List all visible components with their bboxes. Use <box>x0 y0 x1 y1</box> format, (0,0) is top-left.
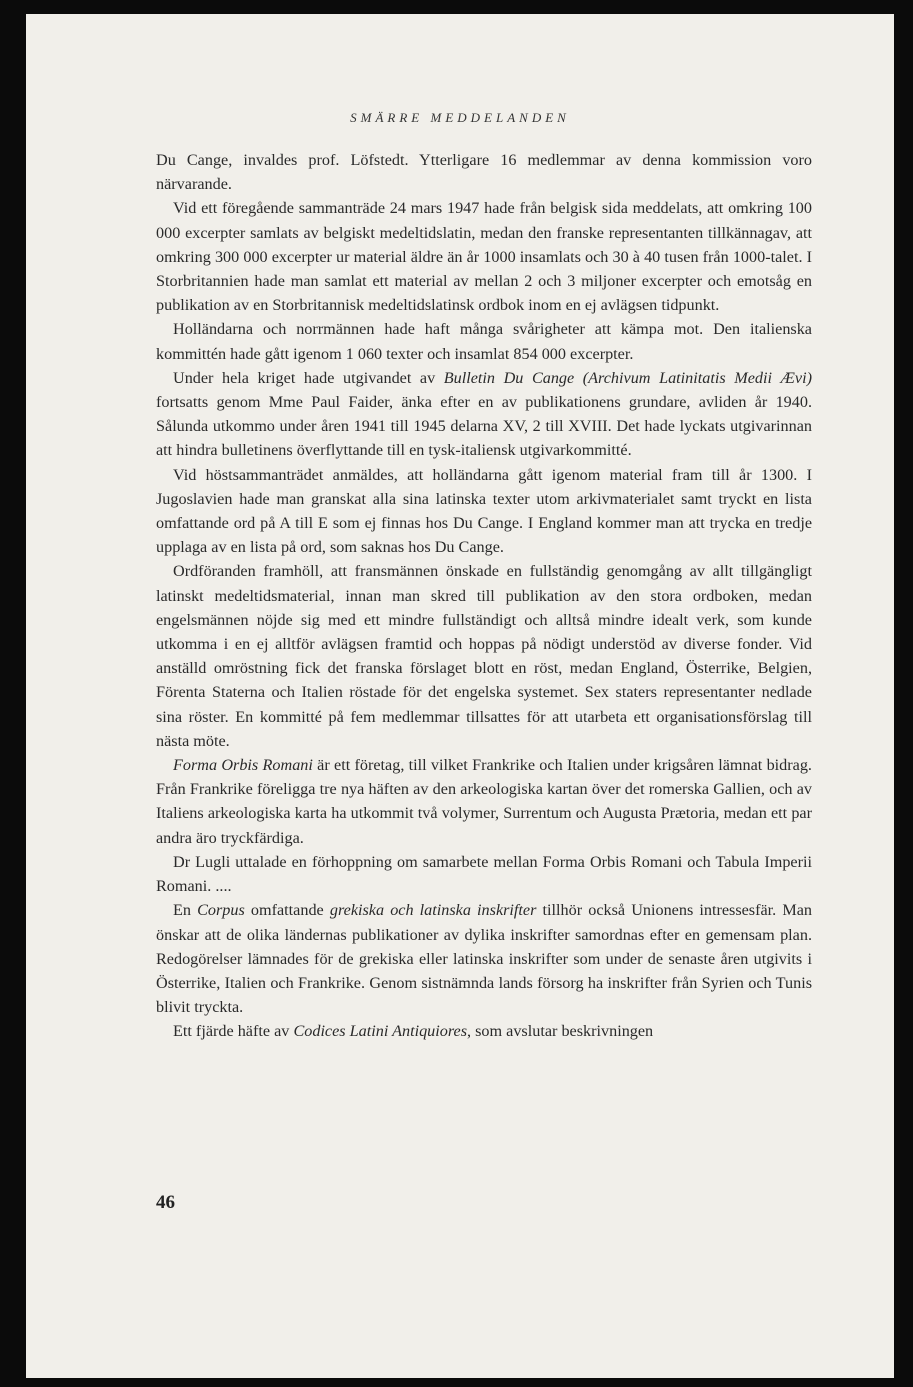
paragraph: Vid ett föregående sammanträde 24 mars 1947 hade från belgisk sida meddelats, att omkring 100 000 excerpter samlats av belgiskt medeltidslatin, medan den franske representanten tillkännagav, att omkring 300 000 excerpter ur material äldre än år 1000 insamlats och 30 à 40 tusen från 1000-talet. I Storbritannien hade man samlat ett material av mellan 2 och 3 miljoner excerpter och emotsåg en publikation av en Storbritannisk medeltidslatinsk ordbok inom en ej avlägsen tidpunkt. <box>156 199 812 315</box>
page-number: 46 <box>156 1192 175 1213</box>
paragraph: Under hela kriget hade utgivandet av Bulletin Du Cange (Archivum Latinitatis Medii Ævi) fortsatts genom Mme Paul Faider, änka efter en av publikationens grundare, avliden år 1940. Sålunda utkommo under åren 1941 till 1945 delarna XV, 2 till XVIII. Det hade lyckats utgivarinnan att hindra bulletinens överflyttande till en tysk-italiensk utgivarkommitté. <box>156 368 812 460</box>
paragraph: Holländarna och norrmännen hade haft många svårigheter att kämpa mot. Den italienska kommittén hade gått igenom 1 060 texter och insamlat 854 000 excerpter. <box>156 320 812 363</box>
paragraph: Forma Orbis Romani är ett företag, till vilket Frankrike och Italien under krigsåren lämnat bidrag. Från Frankrike föreligga tre nya häften av den arkeologiska kartan över det romerska Gallien, och av Italiens arkeologiska karta ha utkommit två volymer, Surrentum och Augusta Prætoria, medan ett par andra äro tryckfärdiga. <box>156 756 812 847</box>
running-header: SMÄRRE MEDDELANDEN <box>350 110 570 125</box>
document-page <box>26 14 894 1378</box>
paragraph: Du Cange, invaldes prof. Löfstedt. Ytterligare 16 medlemmar av denna kommission voro närvarande. <box>156 151 812 194</box>
body-text <box>156 148 812 1044</box>
paragraph: Ordföranden framhöll, att fransmännen önskade en fullständig genomgång av allt tillgängligt latinskt medeltidsmaterial, innan man skred till publikation av den stora ordboken, medan engelsmännen nöjde sig med ett mindre fullständigt och alltså mindre idealt verk, som kunde utkomma i en ej alltför avlägsen framtid och hoppas på nödigt understöd av diverse fonder. Vid anställd omröstning fick det franska förslaget blott en röst, medan England, Österrike, Belgien, Förenta Staterna och Italien röstade för det engelska systemet. Sex staters representanter nedlade sina röster. En kommitté på fem medlemmar tillsattes för att utarbeta ett organisationsförslag till nästa möte. <box>156 562 812 750</box>
paragraph: Dr Lugli uttalade en förhoppning om samarbete mellan Forma Orbis Romani och Tabula Imperii Romani. .... <box>156 852 812 896</box>
paragraph: Ett fjärde häfte av Codices Latini Antiquiores, som avslutar beskrivningen <box>173 1022 654 1041</box>
paragraph: Vid höstsammanträdet anmäldes, att holländarna gått igenom material fram till år 1300. I Jugoslavien hade man granskat alla sina latinska texter utom arkivmaterialet samt tryckt en lista omfattande ord på A till E som ej finnas hos Du Cange. I England kommer man att trycka en tredje upplaga av en lista på ord, som saknas hos Du Cange. <box>156 465 812 557</box>
paragraph: En Corpus omfattande grekiska och latinska inskrifter tillhör också Unionens intressesfär. Man önskar att de olika ländernas publikationer av dylika inskrifter samordnas efter en gemensam plan. Redogörelser lämnades för de grekiska eller latinska inskrifter som under de senaste åren utgivits i Österrike, Italien och Frankrike. Genom sistnämnda lands försorg ha inskrifter från Syrien och Tunis blivit tryckta. <box>156 901 813 1017</box>
